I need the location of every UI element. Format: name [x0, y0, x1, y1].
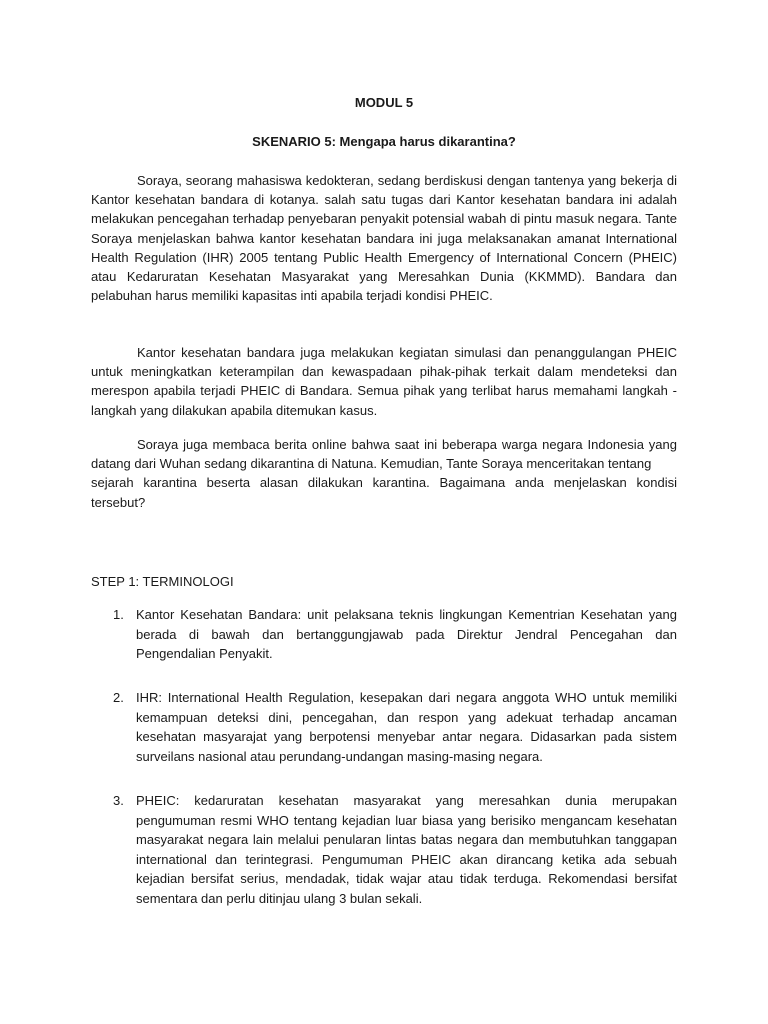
item-text: PHEIC: kedaruratan kesehatan masyarakat yang meresahkan dunia merupakan pengumuman resmi WHO tentang kejadian luar biasa yang berisiko mengancam kesehatan masyarakat negara lain melalui penularan lintas batas negara dan membutuhkan tanggapan international dan terintegrasi. Pengumuman PHEIC akan dirancang ketika ada sebuah kejadian bersifat serius, mendadak, tidak wajar atau tidak terduga. Rekomendasi bersifat sementara dan perlu ditinjau ulang 3 bulan sekali. — [136, 793, 677, 906]
scenario-paragraph-1-text: Soraya, seorang mahasiswa kedokteran, sedang berdiskusi dengan tantenya yang bekerja di Kantor kesehatan bandara di kotanya. salah satu tugas dari Kantor kesehatan bandara ini adalah melakukan pencegahan terhadap penyebaran penyakit potensial wabah di pintu masuk negara. Tante Soraya menjelaskan bahwa kantor kesehatan bandara ini juga melaksanakan amanat International Health Regulation (IHR) 2005 tentang Public Health Emergency of International Concern (PHEIC) atau Kedaruratan Kesehatan Masyarakat yang Meresahkan Dunia (KKMMD). Bandara dan pelabuhan harus memiliki kapasitas inti apabila terjadi kondisi PHEIC. — [91, 173, 677, 304]
item-text: IHR: International Health Regulation, kesepakan dari negara anggota WHO untuk memiliki kemampuan deteksi dini, pencegahan, dan respon yang adekuat terhadap ancaman kesehatan masyarajat yang berpotensi menyebar antar negara. Didasarkan pada sistem surveilans nasional atau perundang-undangan masing-masing negara. — [136, 690, 677, 764]
scenario-paragraph-3-part-1 — [91, 435, 677, 473]
scenario-paragraph-3-part-2: sejarah karantina beserta alasan dilakukan karantina. Bagaimana anda menjelaskan kondisi tersebut? — [91, 475, 677, 510]
item-number: 3. — [113, 793, 124, 808]
scenario-paragraph-2 — [91, 343, 677, 420]
terminology-item — [91, 605, 677, 664]
step-title: STEP 1: TERMINOLOGI — [91, 574, 234, 589]
terminology-item — [91, 688, 677, 766]
terminology-item — [91, 791, 677, 909]
scenario-paragraph-2-text: Kantor kesehatan bandara juga melakukan kegiatan simulasi dan penanggulangan PHEIC untuk meningkatkan keterampilan dan kewaspadaan pihak-pihak terkait dalam mendeteksi dan merespon apabila terjadi PHEIC di Bandara. Semua pihak yang terlibat harus memahami langkah - langkah yang dilakukan apabila ditemukan kasus. — [91, 345, 677, 418]
scenario-title: SKENARIO 5: Mengapa harus dikarantina? — [252, 134, 516, 149]
item-number: 1. — [113, 607, 124, 622]
item-text: Kantor Kesehatan Bandara: unit pelaksana teknis lingkungan Kementrian Kesehatan yang berada di bawah dan bertanggungjawab pada Direktur Jendral Pencegahan dan Pengendalian Penyakit. — [136, 607, 677, 662]
item-number: 2. — [113, 690, 124, 705]
scenario-paragraph-1 — [91, 171, 677, 305]
scenario-paragraph-3-part-1-text: Soraya juga membaca berita online bahwa saat ini beberapa warga negara Indonesia yang datang dari Wuhan sedang dikarantina di Natuna. Kemudian, Tante Soraya menceritakan tentang — [91, 437, 677, 472]
scenario-paragraph-3 — [91, 435, 677, 512]
module-title: MODUL 5 — [354, 95, 414, 110]
